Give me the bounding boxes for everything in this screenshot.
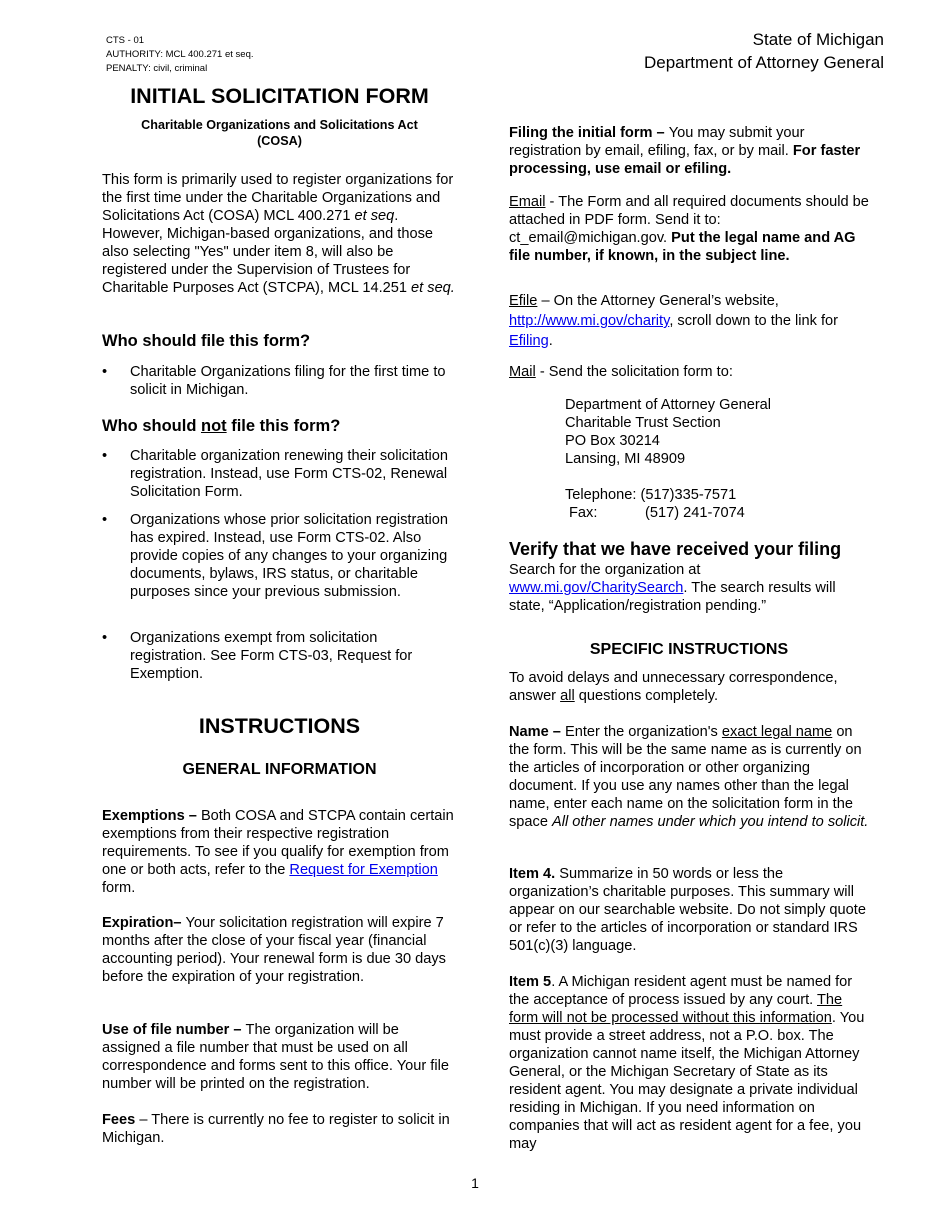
intro-italic: et seq.	[411, 280, 455, 296]
telephone-number: (517)335-7571	[640, 487, 737, 503]
verify-heading: Verify that we have received your filing	[509, 539, 842, 559]
paragraph-underlined: all	[560, 688, 575, 704]
paragraph-label: Efile	[509, 293, 538, 309]
paragraph-label: Mail	[509, 364, 536, 380]
page-title: INITIAL SOLICITATION FORM	[130, 84, 429, 108]
paragraph-italic: All other names under which you intend to solicit.	[552, 814, 869, 830]
paragraph-text: on the form. This will be the same name as is currently on the articles of incorporation or other organizing document. If you use any names other than the legal name, enter each name on the solicitation form in the space	[509, 724, 862, 830]
paragraph-text: – On the Attorney General’s website,	[537, 293, 779, 309]
paragraph-underlined: The form will not be processed without this information	[509, 992, 843, 1026]
specific-instructions-heading: SPECIFIC INSTRUCTIONS	[589, 641, 789, 658]
verify-paragraph	[509, 561, 869, 615]
list-item-text: Charitable Organizations filing for the first time to solicit in Michigan.	[130, 364, 446, 398]
address-line: Lansing, MI 48909	[565, 451, 686, 467]
list-item	[102, 629, 457, 683]
paragraph-text: , scroll down to the link for	[669, 313, 839, 329]
email-paragraph	[509, 193, 869, 265]
paragraph-text: . A Michigan resident agent must be named for the acceptance of process issued by any court.	[509, 974, 853, 1008]
list-item	[102, 447, 457, 501]
item5-paragraph	[509, 973, 869, 1153]
mailing-address	[509, 396, 869, 522]
paragraph-text: The organization will be assigned a file number that must be used on all correspondence and forms sent to this office. Your file number will be printed on the registration.	[102, 1022, 449, 1092]
paragraph-text: questions completely.	[574, 688, 719, 704]
list-item	[102, 363, 457, 399]
paragraph-label: Email	[509, 194, 546, 210]
paragraph-text: Search for the organization at	[509, 562, 701, 578]
paragraph-text: You may submit your registration by email, efiling, fax, or by mail.	[509, 125, 805, 159]
bullet: •	[102, 448, 108, 464]
file-number-paragraph	[102, 1021, 457, 1093]
penalty-line: PENALTY: civil, criminal	[106, 63, 208, 74]
paragraph-label: Expiration–	[102, 915, 186, 931]
list-item-text: Charitable organization renewing their solicitation registration. Instead, use Form CTS-02, Renewal Solicitation Form.	[130, 448, 448, 500]
filing-paragraph	[509, 124, 869, 178]
list-item	[102, 511, 457, 601]
intro-paragraph	[102, 171, 457, 297]
expiration-paragraph	[102, 914, 457, 986]
paragraph-label: Filing the initial form –	[509, 125, 669, 141]
authority-line: AUTHORITY: MCL 400.271 et seq.	[106, 49, 254, 60]
charity-website-link[interactable]: http://www.mi.gov/charity	[509, 313, 670, 329]
fees-paragraph	[102, 1111, 457, 1147]
subtitle-line: Charitable Organizations and Solicitations Act	[141, 118, 418, 132]
paragraph-text: form.	[102, 880, 136, 896]
request-for-exemption-link[interactable]: Request for Exemption	[289, 862, 438, 878]
paragraph-text: To avoid delays and unnecessary correspondence, answer	[509, 670, 838, 704]
heading-text: Who should	[102, 417, 201, 435]
efile-paragraph	[509, 291, 869, 351]
page-number: 1	[471, 1175, 479, 1191]
efiling-link[interactable]: Efiling	[509, 333, 549, 349]
intro-italic: et seq	[354, 208, 395, 224]
paragraph-text: Summarize in 50 words or less the organization’s charitable purposes. This summary will appear on our searchable website. Do not simply quote or refer to the articles of incorporation or standard IRS 501(c)(3) language.	[509, 866, 866, 954]
intro-text: . However, Michigan-based organizations, and those also selecting "Yes" under item 8, will also be registered under the Supervision of Trustees for Charitable Purposes Act (STCPA), MCL 14.251	[102, 208, 433, 296]
paragraph-bold: For faster processing, use email or efiling.	[509, 143, 861, 177]
paragraph-underlined: exact legal name	[721, 724, 833, 740]
state-name: State of Michigan	[752, 30, 884, 49]
paragraph-label: Exemptions –	[102, 808, 201, 824]
heading-underlined: not	[200, 417, 227, 435]
instructions-heading: INSTRUCTIONS	[198, 714, 361, 738]
paragraph-label: Item 4.	[509, 866, 556, 882]
item4-paragraph	[509, 865, 869, 955]
paragraph-label: Item 5	[509, 974, 552, 990]
paragraph-text: - The Form and all required documents should be attached in PDF form. Send it to: ct_email@michigan.gov.	[509, 194, 869, 246]
paragraph-text: Your solicitation registration will expire 7 months after the close of your fiscal year (financial accounting period). Your renewal form is due 30 days before the expiration of your registration.	[102, 915, 446, 985]
bullet: •	[102, 630, 108, 646]
agency-block	[644, 28, 884, 74]
paragraph-bold: Put the legal name and AG file number, if known, in the subject line.	[509, 230, 856, 264]
charity-search-link[interactable]: www.mi.gov/CharitySearch	[509, 580, 684, 596]
paragraph-text: Enter the organization's	[564, 724, 722, 740]
bullet: •	[102, 512, 108, 528]
subtitle-line: (COSA)	[257, 134, 302, 148]
paragraph-text: . You must provide a street address, not a P.O. box. The organization cannot name itself, the Michigan Attorney General, or the Michigan Secretary of State as its resident agent. You may designate a private individual residing in Michigan. If you need information on companies that will act as resident agent for a fee, you may	[509, 1010, 865, 1152]
exemptions-paragraph	[102, 807, 457, 897]
mail-paragraph	[509, 363, 869, 381]
intro-text: This form is primarily used to register organizations for the first time under the Charitable Organizations and Solicitations Act (COSA) MCL 400.271	[102, 172, 454, 224]
fax-number: (517) 241-7074	[645, 505, 745, 521]
paragraph-text: Both COSA and STCPA contain certain exemptions from their respective registration requirements. To see if you qualify for exemption from one or both acts, refer to the	[102, 808, 454, 878]
telephone-label: Telephone:	[565, 487, 641, 503]
page-subtitle	[102, 117, 457, 149]
list-item-text: Organizations exempt from solicitation registration. See Form CTS-03, Request for Exemption.	[130, 630, 413, 682]
paragraph-text: .	[548, 333, 553, 349]
general-info-heading: GENERAL INFORMATION	[182, 761, 377, 778]
list-item-text: Organizations whose prior solicitation registration has expired. Instead, use Form CTS-02. Also provide copies of any changes to your organizing documents, bylaws, IRS status, or charitable purposes since your previous submission.	[130, 512, 448, 600]
fax-line	[565, 504, 869, 522]
fax-label: Fax:	[569, 505, 598, 521]
bullet: •	[102, 364, 108, 380]
who-not-heading	[102, 417, 457, 435]
paragraph-text: - Send the solicitation form to:	[535, 364, 733, 380]
who-should-heading: Who should file this form?	[102, 332, 311, 350]
form-code: CTS - 01	[106, 35, 145, 46]
address-line: PO Box 30214	[565, 433, 660, 449]
telephone-line	[565, 486, 869, 504]
paragraph-label: Fees	[102, 1112, 136, 1128]
form-authority-block	[106, 34, 254, 76]
paragraph-text: – There is currently no fee to register to solicit in Michigan.	[102, 1112, 450, 1146]
paragraph-text: . The search results will state, “Application/registration pending.”	[509, 580, 836, 614]
name-paragraph	[509, 723, 869, 831]
avoid-delays-paragraph	[509, 669, 869, 705]
paragraph-label: Use of file number –	[102, 1022, 246, 1038]
heading-text: file this form?	[226, 417, 341, 435]
paragraph-label: Name –	[509, 724, 565, 740]
department-name: Department of Attorney General	[643, 53, 884, 72]
address-line: Department of Attorney General	[565, 397, 772, 413]
address-line: Charitable Trust Section	[565, 415, 721, 431]
